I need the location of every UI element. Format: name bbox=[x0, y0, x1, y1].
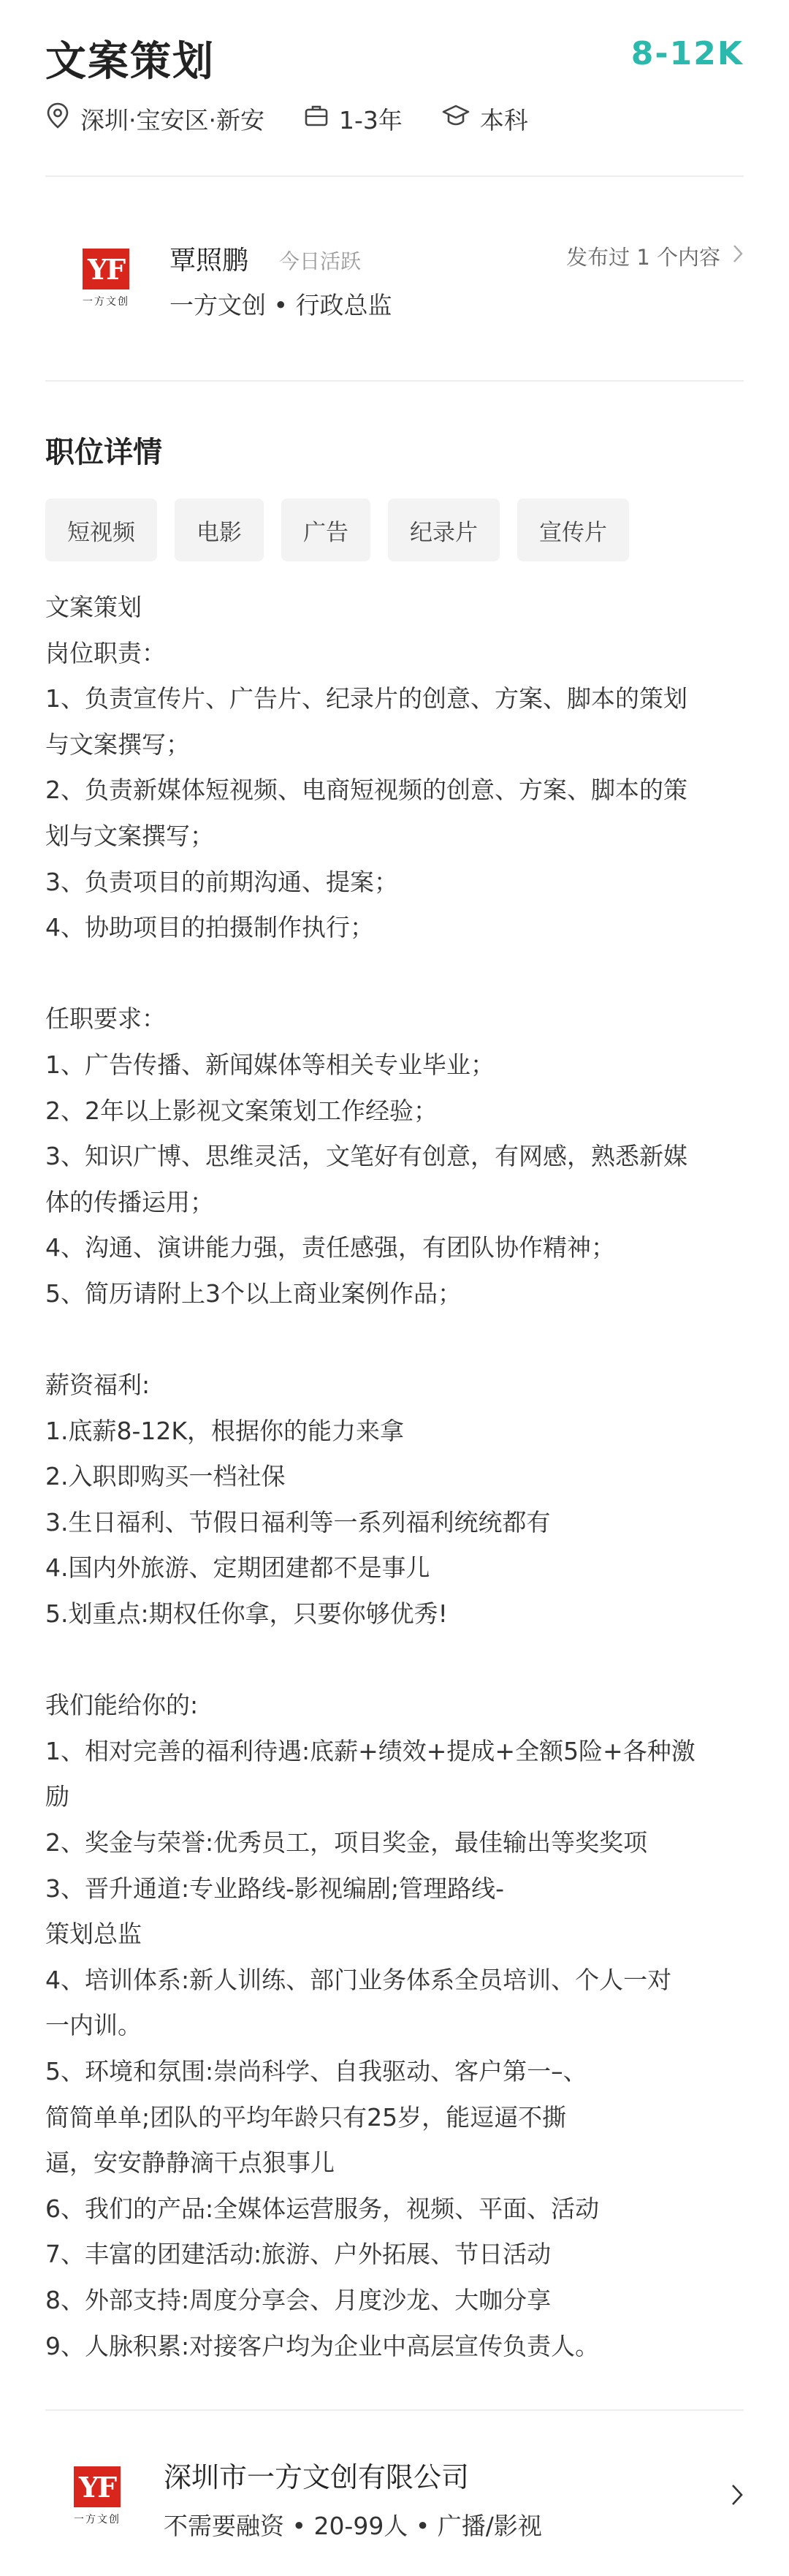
description-line: 逼，安安静静滴干点狠事儿 bbox=[45, 2148, 335, 2178]
description-line bbox=[45, 951, 754, 997]
tag[interactable]: 广告 bbox=[281, 499, 370, 561]
recruiter-card[interactable] bbox=[45, 219, 744, 351]
company-logo bbox=[73, 249, 139, 314]
description-line: 3、知识广博、思维灵活，文笔好有创意，有网感，熟悉新媒 bbox=[45, 1142, 687, 1171]
published-content-text: 发布过 1 个内容 bbox=[566, 245, 720, 270]
description-line: 划与文案撰写； bbox=[45, 821, 214, 850]
chevron-right-icon bbox=[731, 2482, 744, 2510]
description-line: 4、沟通、演讲能力强，责任感强，有团队协作精神； bbox=[45, 1233, 615, 1262]
graduation-cap-icon bbox=[442, 103, 480, 134]
company-logo-text: 一方文创 bbox=[74, 2514, 121, 2526]
description-line: 7、丰富的团建活动:旅游、户外拓展、节日活动 bbox=[45, 2240, 552, 2269]
chevron-right-icon bbox=[720, 243, 744, 270]
description-line: 1、相对完善的福利待遇:底薪+绩效+提成+全额5险+各种激 bbox=[45, 1736, 695, 1765]
description-line: 3、负责项目的前期沟通、提案； bbox=[45, 867, 398, 896]
tag[interactable]: 宣传片 bbox=[517, 499, 629, 561]
experience-text: 1-3年 bbox=[338, 105, 403, 135]
description-line: 5.划重点:期权任你拿，只要你够优秀! bbox=[45, 1599, 448, 1629]
recruiter-name: 覃照鹏 bbox=[169, 246, 249, 276]
description-line: 2、奖金与荣誉:优秀员工，项目奖金，最佳输出等奖奖项 bbox=[45, 1828, 648, 1857]
location-pin-icon bbox=[45, 102, 80, 135]
divider bbox=[45, 175, 744, 177]
description-line: 2.入职即购买一档社保 bbox=[45, 1462, 286, 1491]
description-line: 我们能给你的: bbox=[45, 1691, 199, 1720]
description-line: 2、2年以上影视文案策划工作经验； bbox=[45, 1096, 438, 1125]
description-line: 与文案撰写； bbox=[45, 730, 190, 759]
description-line: 5、简历请附上3个以上商业案例作品； bbox=[45, 1278, 462, 1308]
description-line: 1、负责宣传片、广告片、纪录片的创意、方案、脚本的策划 bbox=[45, 684, 687, 713]
location bbox=[45, 102, 264, 136]
active-status: 今日活跃 bbox=[279, 249, 362, 273]
section-title: 职位详情 bbox=[45, 436, 162, 469]
description-line: 简简单单;团队的平均年龄只有25岁，能逗逼不撕 bbox=[45, 2102, 567, 2132]
job-title: 文案策划 bbox=[45, 38, 215, 86]
description-line: 1.底薪8-12K，根据你的能力来拿 bbox=[45, 1416, 405, 1445]
description-line bbox=[45, 1637, 754, 1683]
divider bbox=[45, 380, 744, 382]
description-line: 策划总监 bbox=[45, 1920, 142, 1949]
description-line: 9、人脉积累:对接客户均为企业中高层宣传负责人。 bbox=[45, 2331, 600, 2360]
job-meta-row bbox=[45, 101, 568, 136]
divider bbox=[45, 2409, 744, 2411]
company-card[interactable] bbox=[45, 2427, 744, 2558]
tag[interactable]: 短视频 bbox=[45, 499, 157, 561]
description-line: 励 bbox=[45, 1782, 69, 1811]
description-line: 1、广告传播、新闻媒体等相关专业毕业； bbox=[45, 1050, 495, 1079]
description-line: 任职要求： bbox=[45, 1004, 166, 1034]
description-line: 3、晋升通道:专业路线-影视编剧;管理路线- bbox=[45, 1874, 505, 1903]
tag[interactable]: 纪录片 bbox=[388, 499, 500, 561]
description-line bbox=[45, 1317, 754, 1363]
description-line: 2、负责新媒体短视频、电商短视频的创意、方案、脚本的策 bbox=[45, 776, 687, 805]
education bbox=[442, 102, 528, 136]
published-content-link[interactable] bbox=[566, 241, 744, 271]
recruiter-company-role: 一方文创 • 行政总监 bbox=[169, 291, 392, 319]
description-line: 8、外部支持:周度分享会、月度沙龙、大咖分享 bbox=[45, 2285, 552, 2314]
company-logo-mark: YF bbox=[74, 2466, 121, 2507]
briefcase-icon bbox=[304, 103, 339, 134]
description-line: 薪资福利: bbox=[45, 1371, 150, 1400]
description-line: 岗位职责： bbox=[45, 638, 166, 667]
company-name: 深圳市一方文创有限公司 bbox=[164, 2461, 470, 2493]
description-line: 5、环境和氛围:崇尚科学、自我驱动、客户第一–、 bbox=[45, 2057, 587, 2086]
education-text: 本科 bbox=[479, 105, 528, 135]
description-line: 4.国内外旅游、定期团建都不是事儿 bbox=[45, 1553, 430, 1583]
keyword-tags bbox=[45, 499, 647, 561]
experience bbox=[304, 102, 403, 136]
job-description bbox=[45, 585, 754, 2369]
description-line: 4、协助项目的拍摄制作执行； bbox=[45, 913, 374, 942]
description-line: 体的传播运用； bbox=[45, 1187, 214, 1216]
location-text: 深圳·宝安区·新安 bbox=[80, 105, 264, 135]
company-logo bbox=[64, 2466, 130, 2532]
tag[interactable]: 电影 bbox=[175, 499, 264, 561]
description-line: 3.生日福利、节假日福利等一系列福利统统都有 bbox=[45, 1507, 551, 1537]
description-line: 一内训。 bbox=[45, 2011, 142, 2040]
company-logo-text: 一方文创 bbox=[83, 296, 129, 308]
description-line: 文案策划 bbox=[45, 593, 142, 621]
description-line: 4、培训体系:新人训练、部门业务体系全员培训、个人一对 bbox=[45, 1965, 672, 1994]
company-logo-mark: YF bbox=[83, 249, 129, 289]
salary: 8-12K bbox=[630, 35, 744, 72]
company-info: 不需要融资 • 20-99人 • 广播/影视 bbox=[164, 2512, 542, 2540]
description-line: 6、我们的产品:全媒体运营服务，视频、平面、活动 bbox=[45, 2194, 600, 2223]
